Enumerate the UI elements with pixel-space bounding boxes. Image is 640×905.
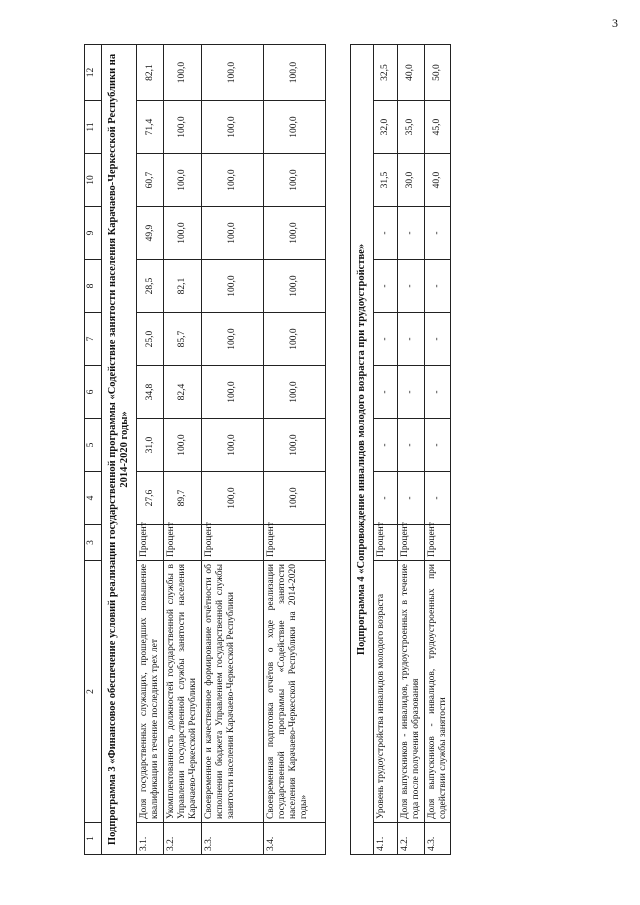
value-cell: 100,0: [263, 45, 325, 101]
value-cell: 31,0: [137, 419, 164, 472]
indicator-name: Укомплектованность должностей государственной службы в Управлении государственной службы занятости населения Карачаево-Черкесской Республики: [163, 561, 201, 823]
row-number: 3.3.: [201, 823, 263, 855]
unit-cell: Процент: [137, 525, 164, 561]
value-cell: 40,0: [397, 45, 424, 101]
value-cell: 71,4: [137, 101, 164, 154]
table-row: [163, 45, 201, 855]
value-cell: 45,0: [424, 101, 451, 154]
value-cell: 40,0: [424, 154, 451, 207]
spacer-row: [325, 45, 350, 855]
value-cell: 25,0: [137, 313, 164, 366]
value-cell: 82,1: [163, 260, 201, 313]
value-cell: 100,0: [163, 419, 201, 472]
value-cell: 100,0: [163, 45, 201, 101]
value-cell: 82,4: [163, 366, 201, 419]
value-cell: 100,0: [201, 313, 263, 366]
value-cell: 49,9: [137, 207, 164, 260]
column-number: 5: [85, 419, 102, 472]
column-number: 8: [85, 260, 102, 313]
column-number: 3: [85, 525, 102, 561]
value-cell: -: [373, 207, 397, 260]
value-cell: 89,7: [163, 472, 201, 525]
row-number: 4.1.: [373, 823, 397, 855]
table-row: [137, 45, 164, 855]
column-number: 2: [85, 561, 102, 823]
column-number: 10: [85, 154, 102, 207]
value-cell: 85,7: [163, 313, 201, 366]
unit-cell: Процент: [163, 525, 201, 561]
value-cell: 30,0: [397, 154, 424, 207]
section-header-row: [102, 45, 137, 855]
value-cell: -: [373, 313, 397, 366]
value-cell: -: [373, 366, 397, 419]
table-row: [397, 45, 424, 855]
value-cell: -: [397, 419, 424, 472]
value-cell: 100,0: [263, 419, 325, 472]
value-cell: 100,0: [263, 154, 325, 207]
column-number: 11: [85, 101, 102, 154]
value-cell: -: [397, 472, 424, 525]
value-cell: 100,0: [163, 207, 201, 260]
value-cell: 100,0: [201, 101, 263, 154]
value-cell: 100,0: [263, 260, 325, 313]
value-cell: 100,0: [163, 154, 201, 207]
value-cell: -: [373, 260, 397, 313]
value-cell: 100,0: [163, 101, 201, 154]
spacer-cell: [325, 45, 350, 855]
value-cell: -: [424, 472, 451, 525]
value-cell: 27,6: [137, 472, 164, 525]
value-cell: -: [397, 366, 424, 419]
unit-cell: Процент: [201, 525, 263, 561]
page-number: 3: [612, 16, 618, 30]
value-cell: 82,1: [137, 45, 164, 101]
column-numbers-row: [85, 45, 102, 855]
row-number: 3.4.: [263, 823, 325, 855]
indicator-name: Доля выпускников - инвалидов, трудоустроенных при содействии службы занятости: [424, 561, 451, 823]
value-cell: 34,8: [137, 366, 164, 419]
section-title: Подпрограмма 3 «Финансовое обеспечение условий реализации государственной программы «Содействие занятости населения Карачаево-Черкесской Республики на 2014-2020 годы»: [102, 45, 137, 855]
value-cell: 100,0: [201, 207, 263, 260]
indicator-name: Уровень трудоустройства инвалидов молодого возраста: [373, 561, 397, 823]
value-cell: -: [397, 313, 424, 366]
row-number: 3.1.: [137, 823, 164, 855]
value-cell: 28,5: [137, 260, 164, 313]
value-cell: 32,5: [373, 45, 397, 101]
unit-cell: Процент: [373, 525, 397, 561]
column-number: 9: [85, 207, 102, 260]
value-cell: 35,0: [397, 101, 424, 154]
column-number: 7: [85, 313, 102, 366]
indicator-name: Своевременное и качественное формирование отчётности об исполнении бюджета Управлением государственной службы занятости населения Карачаево-Черкесской Республики: [201, 561, 263, 823]
value-cell: 100,0: [201, 45, 263, 101]
value-cell: -: [424, 419, 451, 472]
table-row: [201, 45, 263, 855]
indicators-table: [84, 44, 451, 855]
rotated-table-container: [84, 45, 504, 855]
table-row: [373, 45, 397, 855]
value-cell: -: [373, 472, 397, 525]
value-cell: 100,0: [263, 207, 325, 260]
indicator-name: Своевременная подготовка отчётов о ходе реализации государственной программы «Содействие занятости населения Карачаево-Черкесской Республики на 2014-2020 годы»: [263, 561, 325, 823]
value-cell: -: [424, 260, 451, 313]
value-cell: 50,0: [424, 45, 451, 101]
column-number: 4: [85, 472, 102, 525]
value-cell: -: [373, 419, 397, 472]
column-number: 12: [85, 45, 102, 101]
row-number: 3.2.: [163, 823, 201, 855]
indicator-name: Доля государственных служащих, прошедших повышение квалификации в течение последних трех лет: [137, 561, 164, 823]
value-cell: -: [397, 260, 424, 313]
row-number: 4.3.: [424, 823, 451, 855]
value-cell: 100,0: [263, 472, 325, 525]
value-cell: 100,0: [263, 101, 325, 154]
table-row: [263, 45, 325, 855]
value-cell: 100,0: [201, 419, 263, 472]
table-row: [424, 45, 451, 855]
value-cell: -: [424, 207, 451, 260]
indicator-name: Доля выпускников - инвалидов, трудоустроенных в течение года после получения образования: [397, 561, 424, 823]
value-cell: 100,0: [201, 472, 263, 525]
value-cell: 100,0: [201, 366, 263, 419]
value-cell: 100,0: [263, 366, 325, 419]
unit-cell: Процент: [397, 525, 424, 561]
column-number: 6: [85, 366, 102, 419]
value-cell: -: [424, 313, 451, 366]
unit-cell: Процент: [263, 525, 325, 561]
value-cell: 100,0: [201, 154, 263, 207]
value-cell: 32,0: [373, 101, 397, 154]
value-cell: 60,7: [137, 154, 164, 207]
value-cell: 100,0: [263, 313, 325, 366]
section-title: Подпрограмма 4 «Сопровождение инвалидов молодого возраста при трудоустройстве»: [350, 45, 373, 855]
column-number: 1: [85, 823, 102, 855]
row-number: 4.2.: [397, 823, 424, 855]
value-cell: -: [424, 366, 451, 419]
value-cell: -: [397, 207, 424, 260]
unit-cell: Процент: [424, 525, 451, 561]
value-cell: 31,5: [373, 154, 397, 207]
section-header-row: [350, 45, 373, 855]
value-cell: 100,0: [201, 260, 263, 313]
